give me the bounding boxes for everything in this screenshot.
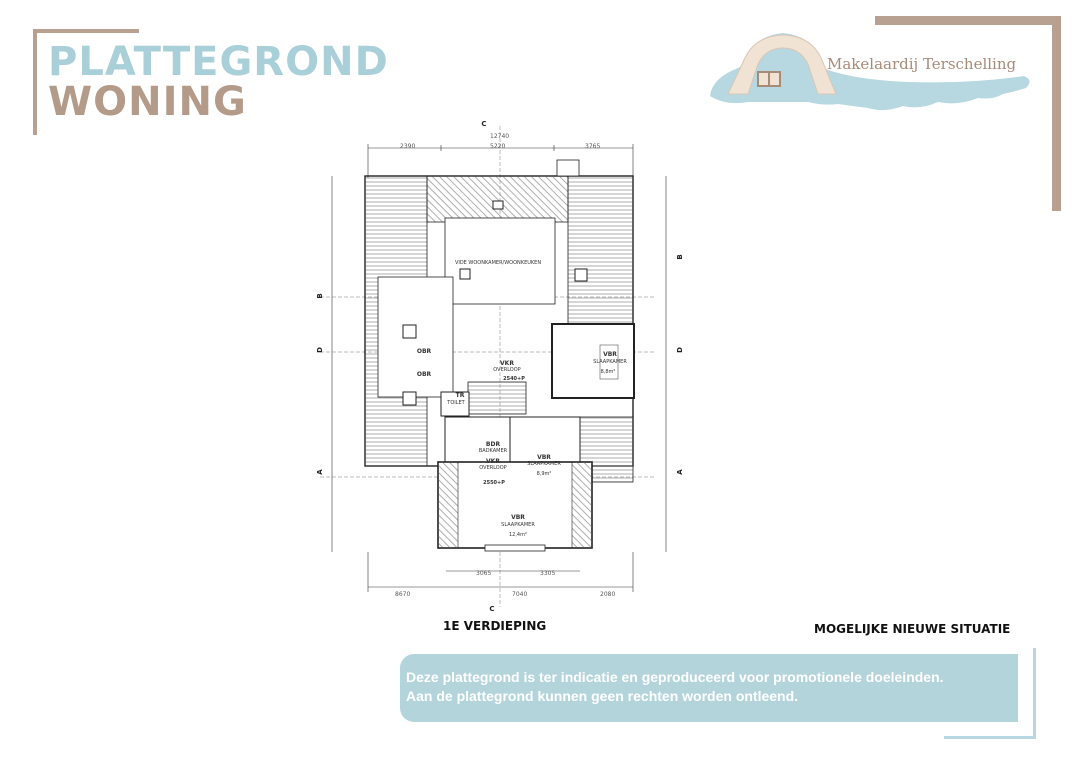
floor-plan-drawing (300, 112, 770, 622)
svg-text:TR: TR (455, 392, 465, 399)
svg-text:VIDE WOONKAMER/WOONKEUKEN: VIDE WOONKAMER/WOONKEUKEN (454, 260, 542, 266)
svg-text:VBR: VBR (537, 454, 551, 461)
svg-text:BADKAMER: BADKAMER (478, 448, 508, 454)
svg-text:OBR: OBR (416, 371, 432, 378)
svg-text:5220: 5220 (490, 143, 506, 150)
svg-text:OVERLOOP: OVERLOOP (479, 465, 507, 471)
page-title (48, 39, 389, 125)
svg-text:2550+P: 2550+P (483, 480, 505, 486)
svg-text:8,8m²: 8,8m² (600, 369, 616, 375)
svg-text:BDR: BDR (485, 441, 501, 448)
svg-text:OBR: OBR (416, 348, 432, 355)
title-line-1: PLATTEGROND (48, 39, 389, 85)
title-line-2: WONING (48, 79, 247, 125)
svg-text:2540+P: 2540+P (503, 376, 525, 382)
svg-text:B: B (676, 254, 684, 260)
svg-text:2390: 2390 (400, 143, 416, 150)
svg-text:2080: 2080 (600, 591, 616, 598)
svg-text:TOILET: TOILET (447, 400, 465, 406)
svg-text:SLAAPKAMER: SLAAPKAMER (593, 359, 627, 365)
situation-label: MOGELIJKE NIEUWE SITUATIE (814, 622, 1011, 636)
svg-text:3305: 3305 (540, 570, 556, 577)
svg-text:B: B (316, 293, 324, 299)
svg-text:VKR: VKR (486, 458, 500, 465)
svg-text:3065: 3065 (476, 570, 492, 577)
svg-text:D: D (676, 347, 684, 353)
disclaimer-line-1: Deze plattegrond is ter indicatie en geproduceerd voor promotionele doeleinden. (406, 669, 944, 685)
disclaimer-line-2: Aan de plattegrond kunnen geen rechten worden ontleend. (406, 688, 799, 704)
svg-text:8,9m²: 8,9m² (536, 471, 552, 477)
svg-text:VBR: VBR (511, 514, 525, 521)
svg-text:OVERLOOP: OVERLOOP (493, 367, 521, 373)
svg-text:C: C (481, 120, 487, 128)
svg-text:7040: 7040 (512, 591, 528, 598)
disclaimer-box (400, 654, 1018, 722)
svg-text:3765: 3765 (585, 143, 601, 150)
svg-text:VKR: VKR (500, 360, 514, 367)
svg-text:8670: 8670 (395, 591, 411, 598)
svg-text:C: C (489, 605, 495, 613)
svg-text:SLAAPKAMER: SLAAPKAMER (527, 461, 561, 467)
svg-text:12,4m²: 12,4m² (508, 532, 528, 538)
svg-text:A: A (316, 469, 324, 475)
svg-text:VBR: VBR (603, 351, 617, 358)
svg-text:A: A (676, 469, 684, 475)
svg-text:SLAAPKAMER: SLAAPKAMER (501, 522, 535, 528)
floor-label: 1E VERDIEPING (443, 619, 547, 633)
agency-name: Makelaardij Terschelling (827, 55, 1017, 73)
svg-text:D: D (316, 347, 324, 353)
svg-text:12740: 12740 (490, 133, 510, 140)
